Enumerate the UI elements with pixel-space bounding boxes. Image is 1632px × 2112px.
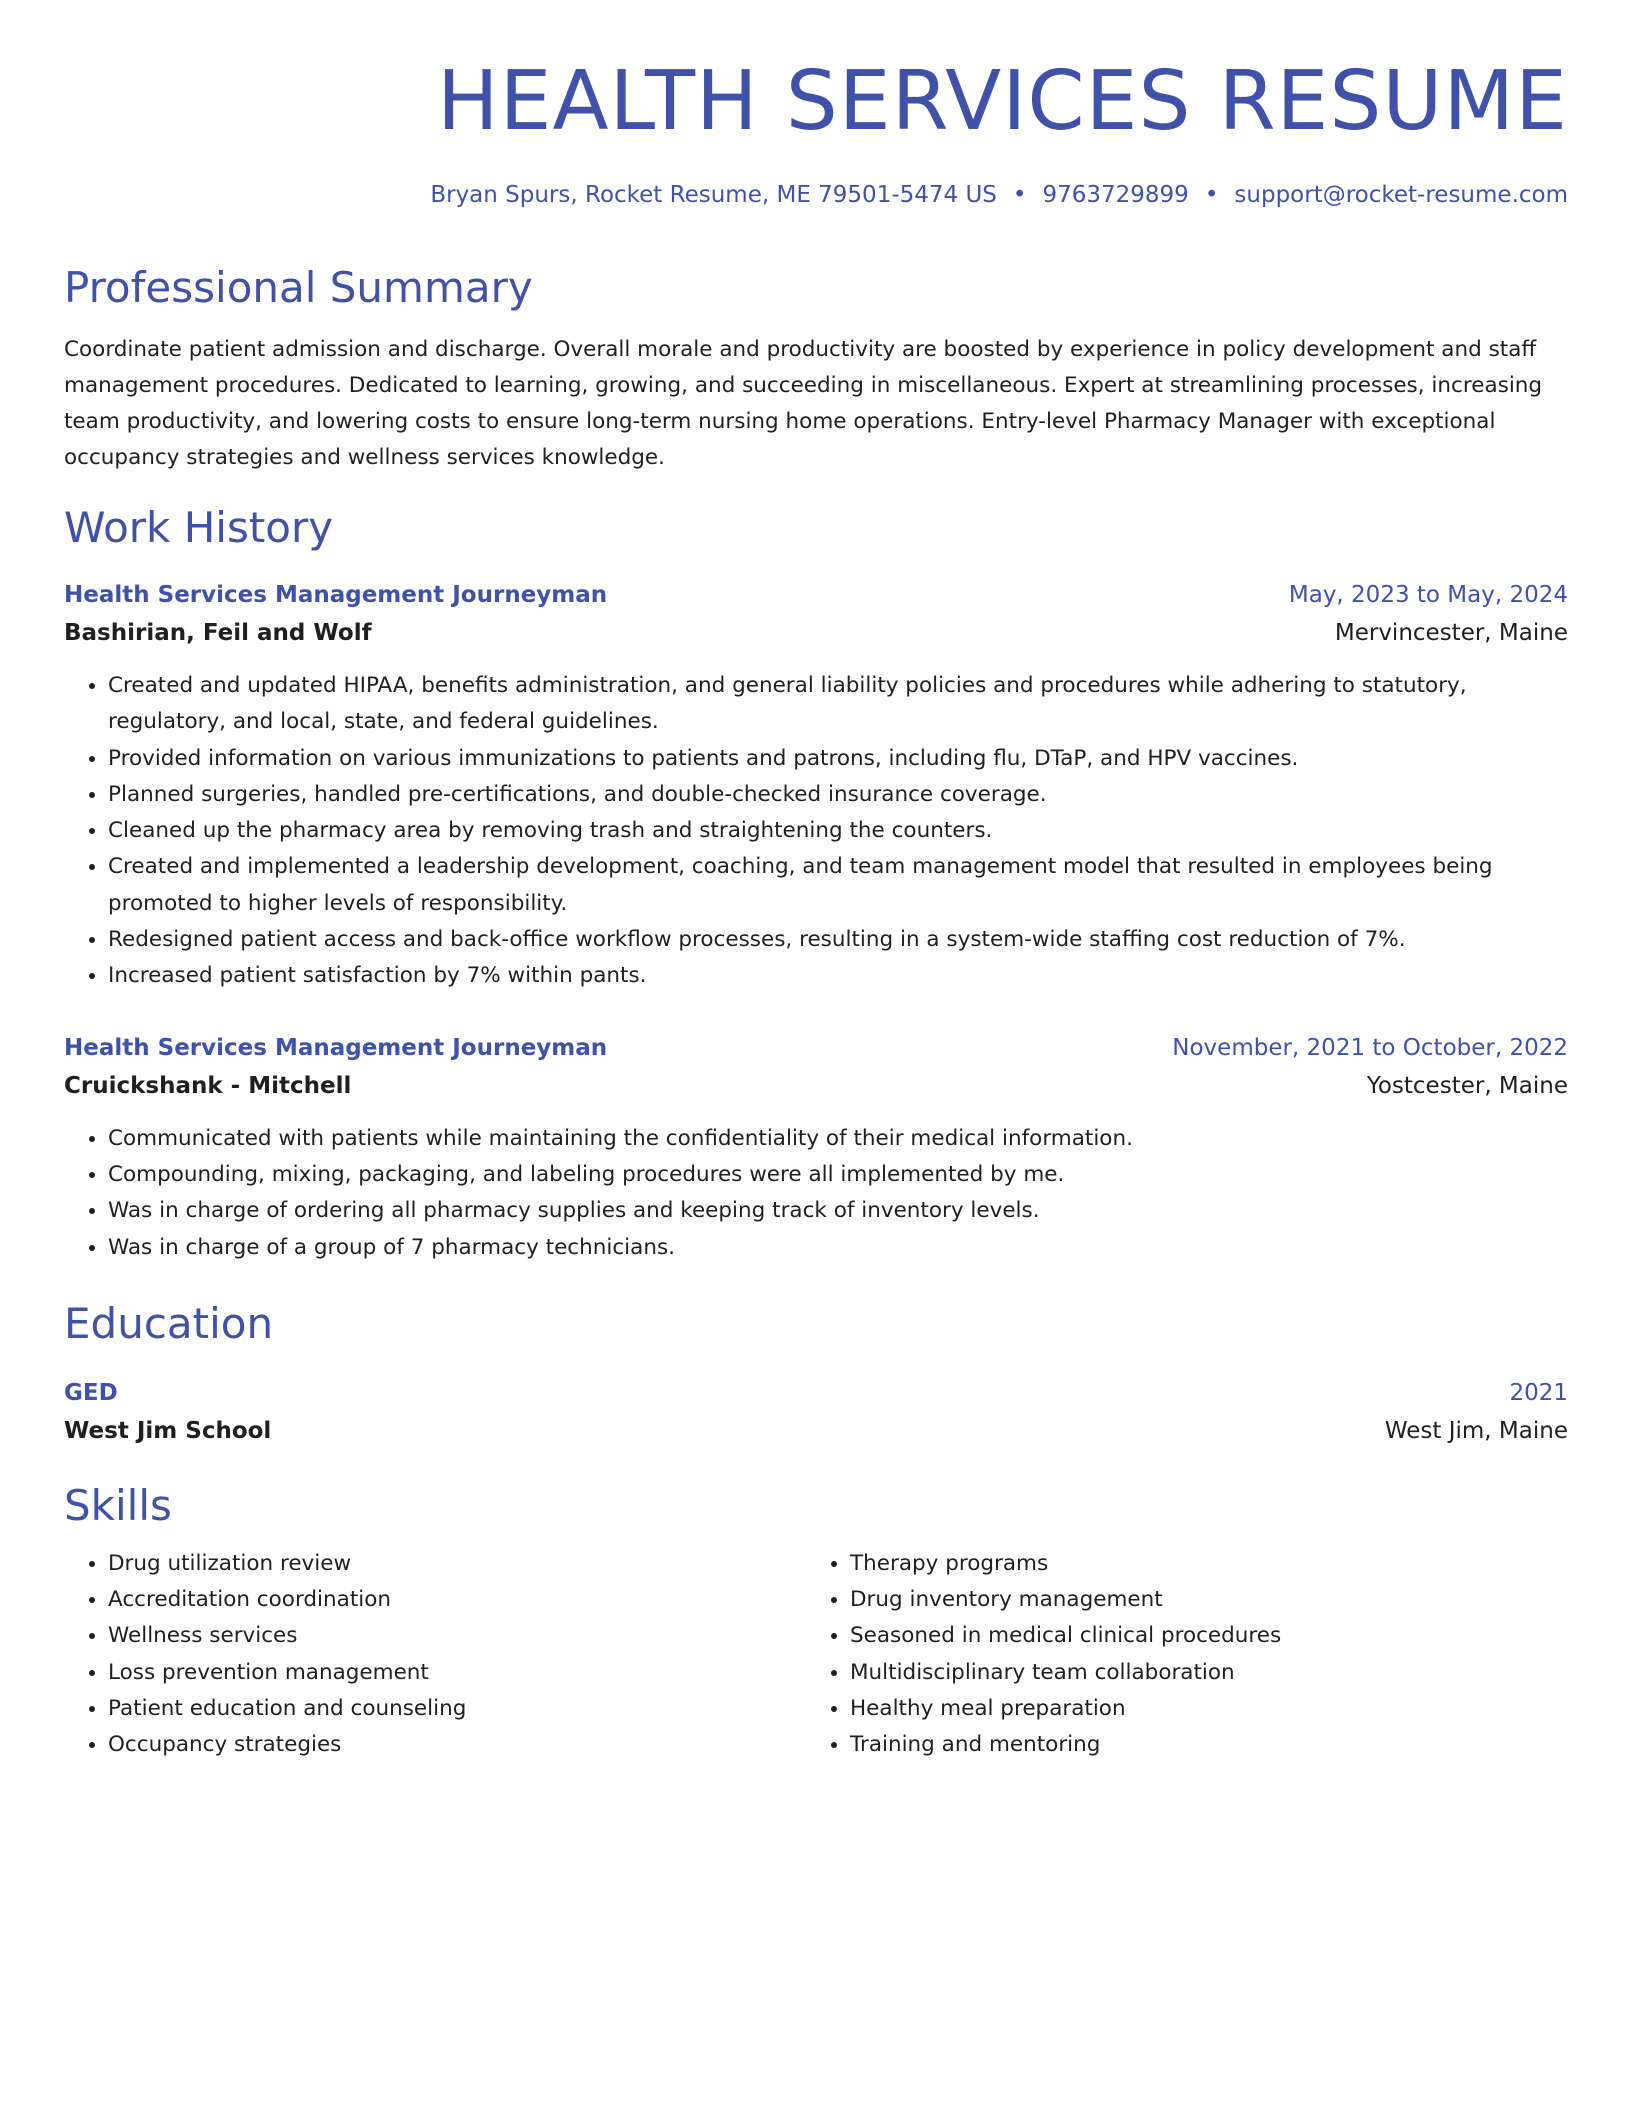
job-bullet: • Was in charge of ordering all pharmacy supplies and keeping track of inventory levels.	[108, 1193, 1568, 1229]
skill-item: • Occupancy strategies	[108, 1727, 806, 1763]
job-bullets	[64, 1121, 1568, 1266]
education-entry	[64, 1374, 1568, 1450]
job-company: Cruickshank - Mitchell	[64, 1072, 352, 1099]
job-dates: November, 2021 to October, 2022	[1172, 1034, 1568, 1061]
job-bullet: • Redesigned patient access and back-office workflow processes, resulting in a system-wide staffing cost reduction of 7%.	[108, 922, 1568, 958]
skill-item: • Patient education and counseling	[108, 1691, 806, 1727]
job-company: Bashirian, Feil and Wolf	[64, 620, 372, 646]
job-bullet: • Compounding, mixing, packaging, and labeling procedures were all implemented by me.	[108, 1157, 1568, 1193]
job-bullet: • Cleaned up the pharmacy area by removing trash and straightening the counters.	[108, 813, 1568, 849]
education-location: West Jim, Maine	[1384, 1417, 1568, 1444]
skill-item: • Therapy programs	[850, 1546, 1548, 1582]
skill-item: • Accreditation coordination	[108, 1582, 806, 1618]
job-entry	[64, 576, 1568, 995]
skills-column-left	[64, 1546, 806, 1764]
education-school: West Jim School	[64, 1417, 272, 1444]
skill-item: • Training and mentoring	[850, 1727, 1548, 1763]
contact-address: Bryan Spurs, Rocket Resume, ME 79501-5474 US	[430, 182, 997, 208]
job-bullet: • Was in charge of a group of 7 pharmacy technicians.	[108, 1230, 1568, 1266]
job-bullet: • Increased patient satisfaction by 7% within pants.	[108, 958, 1568, 994]
job-location: Yostcester, Maine	[1366, 1072, 1568, 1099]
education-heading: Education	[64, 1298, 274, 1348]
job-bullets	[64, 668, 1568, 995]
skill-item: • Wellness services	[108, 1618, 806, 1654]
job-bullet: • Planned surgeries, handled pre-certifications, and double-checked insurance coverage.	[108, 777, 1568, 813]
resume-title: HEALTH SERVICES RESUME	[436, 54, 1568, 149]
resume-page	[64, 0, 1568, 1764]
skill-item: • Multidisciplinary team collaboration	[850, 1655, 1548, 1691]
contact-separator: •	[1012, 182, 1027, 208]
skill-item: • Drug utilization review	[108, 1546, 806, 1582]
skills-heading: Skills	[64, 1480, 172, 1530]
education-year: 2021	[1509, 1379, 1568, 1406]
summary-text: Coordinate patient admission and discharge. Overall morale and productivity are boosted by experience in policy development and staff management procedures. Dedicated to learning, growing, and succeeding in miscellaneous. Expert at streamlining processes, increasing team productivity, and lowering costs to ensure long-term nursing home operations. Entry-level Pharmacy Manager with exceptional occupancy strategies and wellness services knowledge.	[64, 337, 1543, 470]
job-bullet: • Communicated with patients while maintaining the confidentiality of their medical information.	[108, 1121, 1568, 1157]
skills-column-right	[806, 1546, 1548, 1764]
job-location: Mervincester, Maine	[1334, 620, 1568, 646]
contact-phone: 9763729899	[1042, 182, 1189, 208]
summary-heading: Professional Summary	[64, 263, 533, 312]
skill-item: • Drug inventory management	[850, 1582, 1548, 1618]
education-degree: GED	[64, 1379, 118, 1406]
job-dates: May, 2023 to May, 2024	[1288, 582, 1568, 608]
job-position: Health Services Management Journeyman	[64, 1034, 608, 1061]
job-bullet: • Provided information on various immunizations to patients and patrons, including flu, DTaP, and HPV vaccines.	[108, 741, 1568, 777]
job-position: Health Services Management Journeyman	[64, 582, 608, 608]
skill-item: • Seasoned in medical clinical procedures	[850, 1618, 1548, 1654]
skill-item: • Loss prevention management	[108, 1655, 806, 1691]
contact-line	[64, 178, 1568, 212]
contact-separator: •	[1204, 182, 1219, 208]
job-bullet: • Created and updated HIPAA, benefits administration, and general liability policies and procedures while adhering to statutory, regulatory, and local, state, and federal guidelines.	[108, 668, 1568, 741]
skill-item: • Healthy meal preparation	[850, 1691, 1548, 1727]
job-entry	[64, 1029, 1568, 1266]
job-bullet: • Created and implemented a leadership development, coaching, and team management model that resulted in employees being promoted to higher levels of responsibility.	[108, 849, 1568, 922]
work-history-heading: Work History	[64, 503, 334, 552]
skills-list	[64, 1546, 1568, 1764]
contact-email[interactable]: support@rocket-resume.com	[1234, 182, 1568, 208]
